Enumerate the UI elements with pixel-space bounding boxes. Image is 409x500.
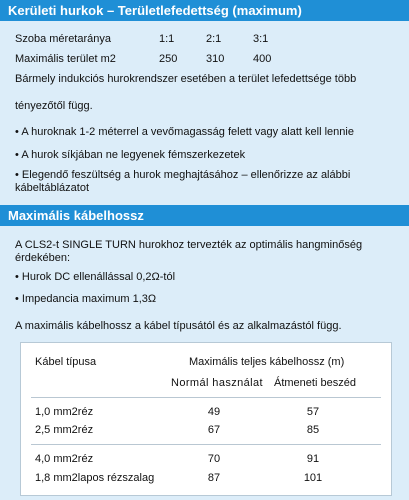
ratio-value: 3:1: [253, 33, 269, 45]
normal-value-cell: 70: [207, 453, 221, 465]
bullet-text: Elegendő feszültség a hurok meghajtásához – ellenőrizze az alábbi kábeltáblázatot: [15, 169, 351, 194]
column-header-temporary-speech: Átmeneti beszéd: [274, 377, 356, 389]
bullet-item: • Hurok DC ellenállással 0,2Ω-tól: [15, 271, 176, 283]
temp-value-cell: 91: [306, 453, 320, 465]
column-header-max-length: Maximális teljes kábelhossz (m): [189, 356, 345, 368]
cable-type-cell: 1,0 mm2réz: [35, 406, 94, 418]
bullet-text: Hurok DC ellenállással 0,2Ω-tól: [21, 271, 176, 283]
column-header-normal-use: Normál használat: [171, 377, 263, 389]
bullet-item: • Elegendő feszültség a hurok meghajtásához – ellenőrizze az alábbi kábeltáblázatot: [15, 169, 351, 194]
area-value: 400: [253, 53, 272, 65]
area-label: Maximális terület m2: [15, 53, 116, 65]
bullet-item: • Impedancia maximum 1,3Ω: [15, 293, 157, 305]
section-header-max-cable-length: [0, 205, 409, 226]
section-header-loop-coverage: [0, 0, 409, 21]
temp-value-cell: 85: [306, 424, 320, 436]
ratio-value: 1:1: [159, 33, 175, 45]
bullet-item: • A hurok síkjában ne legyenek fémszerkezetek: [15, 149, 246, 161]
paragraph-line: tényezőtől függ.: [15, 100, 93, 112]
divider: [31, 397, 381, 398]
paragraph-line: Bármely indukciós hurokrendszer esetében a terület lefedettsége több: [15, 73, 357, 85]
section-title: Maximális kábelhossz: [8, 208, 144, 223]
area-value: 250: [159, 53, 178, 65]
temp-value-cell: 101: [303, 472, 323, 484]
ratio-label: Szoba méretaránya: [15, 33, 111, 45]
normal-value-cell: 67: [207, 424, 221, 436]
note-paragraph: A maximális kábelhossz a kábel típusától és az alkalmazástól függ.: [15, 320, 342, 332]
ratio-value: 2:1: [206, 33, 222, 45]
divider: [31, 444, 381, 445]
normal-value-cell: 87: [207, 472, 221, 484]
bullet-item: • A huroknak 1-2 méterrel a vevőmagasság felett vagy alatt kell lennie: [15, 126, 354, 138]
column-header-cable-type: Kábel típusa: [35, 356, 97, 368]
cable-length-table: [20, 342, 392, 496]
normal-value-cell: 49: [207, 406, 221, 418]
area-value: 310: [206, 53, 225, 65]
bullet-text: A hurok síkjában ne legyenek fémszerkezetek: [21, 149, 246, 161]
temp-value-cell: 57: [306, 406, 320, 418]
intro-paragraph: A CLS2-t SINGLE TURN hurokhoz tervezték az optimális hangminőség érdekében:: [15, 239, 363, 264]
section-title: Kerületi hurkok – Területlefedettség (maximum): [8, 3, 302, 18]
cable-type-cell: 4,0 mm2réz: [35, 453, 94, 465]
cable-type-cell: 2,5 mm2réz: [35, 424, 94, 436]
cable-type-cell: 1,8 mm2lapos rézszalag: [35, 472, 155, 484]
bullet-text: Impedancia maximum 1,3Ω: [21, 293, 157, 305]
bullet-text: A huroknak 1-2 méterrel a vevőmagasság felett vagy alatt kell lennie: [21, 126, 354, 138]
